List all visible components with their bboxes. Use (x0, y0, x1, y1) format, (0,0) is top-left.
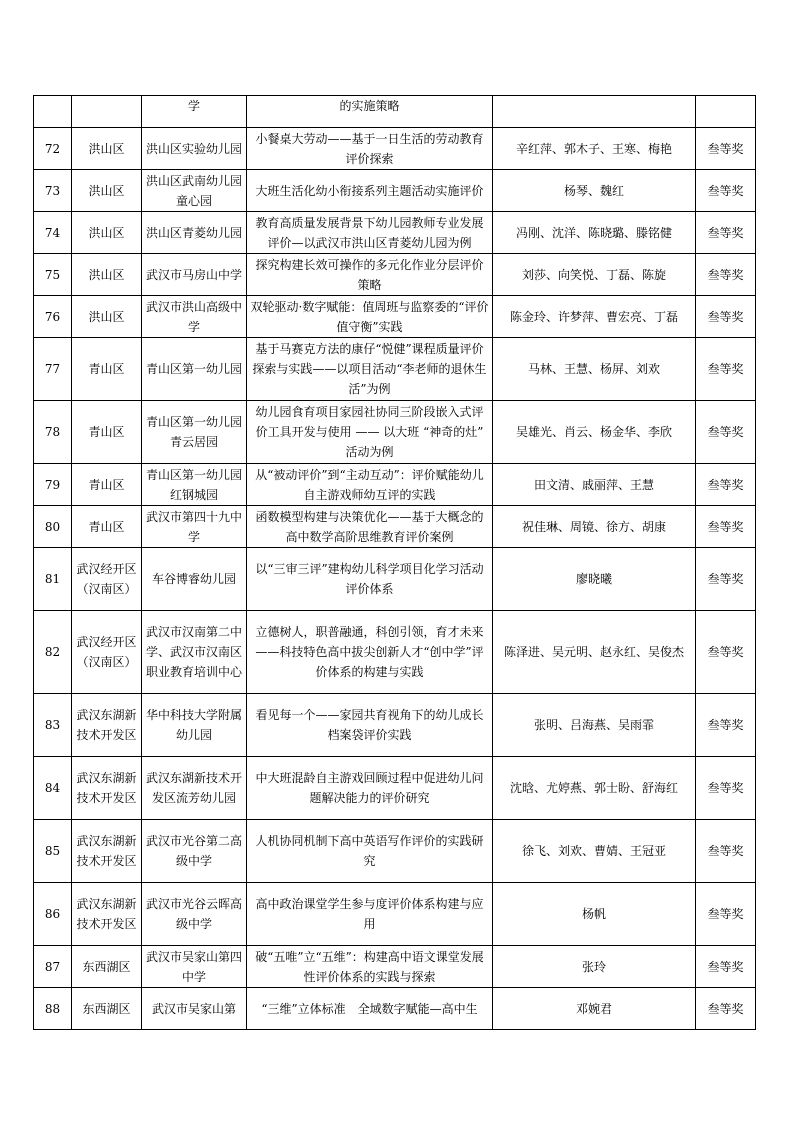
cell-district: 洪山区 (72, 212, 142, 254)
table-row (34, 254, 756, 296)
cell-number: 75 (34, 254, 72, 296)
cell-authors: 马林、王慧、杨屏、刘欢 (493, 338, 696, 401)
cell-title: 以“三审三评”建构幼儿科学项目化学习活动评价体系 (247, 548, 493, 611)
cell-award: 叁等奖 (696, 820, 756, 883)
cell-title: 高中政治课堂学生参与度评价体系构建与应用 (247, 883, 493, 946)
table-row (34, 296, 756, 338)
table-row (34, 401, 756, 464)
cell-award: 叁等奖 (696, 611, 756, 694)
cell-district: 武汉东湖新技术开发区 (72, 757, 142, 820)
cell-number: 86 (34, 883, 72, 946)
cell-authors: 杨帆 (493, 883, 696, 946)
table-row (34, 212, 756, 254)
cell-title: 立德树人，职普融通，科创引领，育才未来——科技特色高中拔尖创新人才“创中学”评价体系的构建与实践 (247, 611, 493, 694)
cell-number: 87 (34, 946, 72, 988)
cell-title: 中大班混龄自主游戏回顾过程中促进幼儿问题解决能力的评价研究 (247, 757, 493, 820)
cell-award: 叁等奖 (696, 694, 756, 757)
table-row (34, 170, 756, 212)
cell-award (696, 96, 756, 128)
cell-number: 73 (34, 170, 72, 212)
cell-unit: 武汉市汉南第二中学、武汉市汉南区职业教育培训中心 (142, 611, 247, 694)
cell-unit: 青山区第一幼儿园 (142, 338, 247, 401)
cell-authors: 杨琴、魏红 (493, 170, 696, 212)
cell-district: 洪山区 (72, 170, 142, 212)
cell-title: 人机协同机制下高中英语写作评价的实践研究 (247, 820, 493, 883)
table-row (34, 128, 756, 170)
cell-title: 教育高质量发展背景下幼儿园教师专业发展评价—以武汉市洪山区青菱幼儿园为例 (247, 212, 493, 254)
cell-authors: 田文清、戚丽萍、王慧 (493, 464, 696, 506)
cell-title: 函数模型构建与决策优化——基于大概念的高中数学高阶思维教育评价案例 (247, 506, 493, 548)
cell-number: 88 (34, 988, 72, 1030)
table-row (34, 694, 756, 757)
cell-unit: 洪山区青菱幼儿园 (142, 212, 247, 254)
cell-number: 72 (34, 128, 72, 170)
award-table (33, 95, 756, 1030)
cell-unit: 武汉市光谷第二高级中学 (142, 820, 247, 883)
table-row (34, 338, 756, 401)
cell-district: 武汉经开区（汉南区） (72, 548, 142, 611)
cell-authors: 吴雄光、肖云、杨金华、李欣 (493, 401, 696, 464)
cell-unit: 洪山区武南幼儿园童心园 (142, 170, 247, 212)
cell-number: 76 (34, 296, 72, 338)
cell-award: 叁等奖 (696, 170, 756, 212)
cell-authors: 徐飞、刘欢、曹婧、王冠亚 (493, 820, 696, 883)
cell-number: 77 (34, 338, 72, 401)
cell-district: 洪山区 (72, 254, 142, 296)
cell-title: 双轮驱动·数字赋能：值周班与监察委的“评价值守衡”实践 (247, 296, 493, 338)
cell-title: 基于马赛克方法的康仔“悦健”课程质量评价探索与实践——以项目活动“李老师的退休生活”为例 (247, 338, 493, 401)
cell-number: 83 (34, 694, 72, 757)
cell-district: 洪山区 (72, 128, 142, 170)
cell-title: 的实施策略 (247, 96, 493, 128)
cell-number: 79 (34, 464, 72, 506)
cell-award: 叁等奖 (696, 338, 756, 401)
cell-title: 大班生活化幼小衔接系列主题活动实施评价 (247, 170, 493, 212)
cell-district (72, 96, 142, 128)
cell-unit: 青山区第一幼儿园青云居园 (142, 401, 247, 464)
cell-unit: 车谷博睿幼儿园 (142, 548, 247, 611)
cell-unit: 学 (142, 96, 247, 128)
cell-unit: 武汉市吴家山第 (142, 988, 247, 1030)
cell-number: 78 (34, 401, 72, 464)
cell-number: 85 (34, 820, 72, 883)
cell-district: 武汉经开区（汉南区） (72, 611, 142, 694)
cell-district: 青山区 (72, 506, 142, 548)
cell-number: 84 (34, 757, 72, 820)
table-row (34, 946, 756, 988)
cell-unit: 华中科技大学附属幼儿园 (142, 694, 247, 757)
cell-district: 东西湖区 (72, 946, 142, 988)
cell-number (34, 96, 72, 128)
cell-number: 82 (34, 611, 72, 694)
cell-title: 小餐桌大劳动——基于一日生活的劳动教育评价探索 (247, 128, 493, 170)
cell-authors: 辛红萍、郭木子、王寒、梅艳 (493, 128, 696, 170)
cell-district: 青山区 (72, 338, 142, 401)
cell-title: 看见每一个——家园共育视角下的幼儿成长档案袋评价实践 (247, 694, 493, 757)
cell-award: 叁等奖 (696, 946, 756, 988)
cell-authors: 祝佳琳、周镜、徐方、胡康 (493, 506, 696, 548)
cell-award: 叁等奖 (696, 401, 756, 464)
cell-title: “三维”立体标准 全域数字赋能—高中生 (247, 988, 493, 1030)
cell-title: 从“被动评价”到“主动互动”：评价赋能幼儿自主游戏师幼互评的实践 (247, 464, 493, 506)
cell-district: 武汉东湖新技术开发区 (72, 883, 142, 946)
cell-authors (493, 96, 696, 128)
cell-unit: 洪山区实验幼儿园 (142, 128, 247, 170)
cell-unit: 武汉市马房山中学 (142, 254, 247, 296)
cell-award: 叁等奖 (696, 506, 756, 548)
table-row-continued (34, 96, 756, 128)
table-row (34, 611, 756, 694)
cell-unit: 武汉市光谷云晖高级中学 (142, 883, 247, 946)
cell-number: 74 (34, 212, 72, 254)
cell-award: 叁等奖 (696, 212, 756, 254)
cell-unit: 武汉市洪山高级中学 (142, 296, 247, 338)
cell-award: 叁等奖 (696, 883, 756, 946)
table-body (34, 96, 756, 1030)
table-row (34, 820, 756, 883)
cell-unit: 武汉市第四十九中学 (142, 506, 247, 548)
cell-title: 探究构建长效可操作的多元化作业分层评价策略 (247, 254, 493, 296)
table-row (34, 506, 756, 548)
cell-authors: 张明、吕海燕、吴雨霏 (493, 694, 696, 757)
cell-district: 青山区 (72, 401, 142, 464)
cell-title: 幼儿园食育项目家园社协同三阶段嵌入式评价工具开发与使用 —— 以大班 “神奇的灶” 活动为例 (247, 401, 493, 464)
cell-authors: 陈泽进、吴元明、赵永红、吴俊杰 (493, 611, 696, 694)
cell-district: 洪山区 (72, 296, 142, 338)
table-row (34, 548, 756, 611)
table-row (34, 464, 756, 506)
cell-authors: 冯刚、沈洋、陈晓璐、滕铭健 (493, 212, 696, 254)
cell-district: 武汉东湖新技术开发区 (72, 694, 142, 757)
cell-title: 破“五唯”立“五维”：构建高中语文课堂发展性评价体系的实践与探索 (247, 946, 493, 988)
table-row (34, 757, 756, 820)
cell-award: 叁等奖 (696, 128, 756, 170)
cell-authors: 沈晗、尤婷燕、郭士盼、舒海红 (493, 757, 696, 820)
cell-unit: 青山区第一幼儿园红钢城园 (142, 464, 247, 506)
cell-authors: 刘莎、向笑悦、丁磊、陈旋 (493, 254, 696, 296)
cell-award: 叁等奖 (696, 548, 756, 611)
cell-authors: 邓婉君 (493, 988, 696, 1030)
cell-authors: 张玲 (493, 946, 696, 988)
cell-award: 叁等奖 (696, 757, 756, 820)
cell-authors: 陈金玲、许梦萍、曹宏亮、丁磊 (493, 296, 696, 338)
table-row (34, 988, 756, 1030)
cell-district: 东西湖区 (72, 988, 142, 1030)
cell-unit: 武汉东湖新技术开发区流芳幼儿园 (142, 757, 247, 820)
cell-award: 叁等奖 (696, 464, 756, 506)
cell-district: 青山区 (72, 464, 142, 506)
cell-authors: 廖晓曦 (493, 548, 696, 611)
cell-unit: 武汉市吴家山第四中学 (142, 946, 247, 988)
cell-award: 叁等奖 (696, 296, 756, 338)
cell-award: 叁等奖 (696, 254, 756, 296)
cell-award: 叁等奖 (696, 988, 756, 1030)
cell-number: 81 (34, 548, 72, 611)
cell-number: 80 (34, 506, 72, 548)
table-row (34, 883, 756, 946)
cell-district: 武汉东湖新技术开发区 (72, 820, 142, 883)
